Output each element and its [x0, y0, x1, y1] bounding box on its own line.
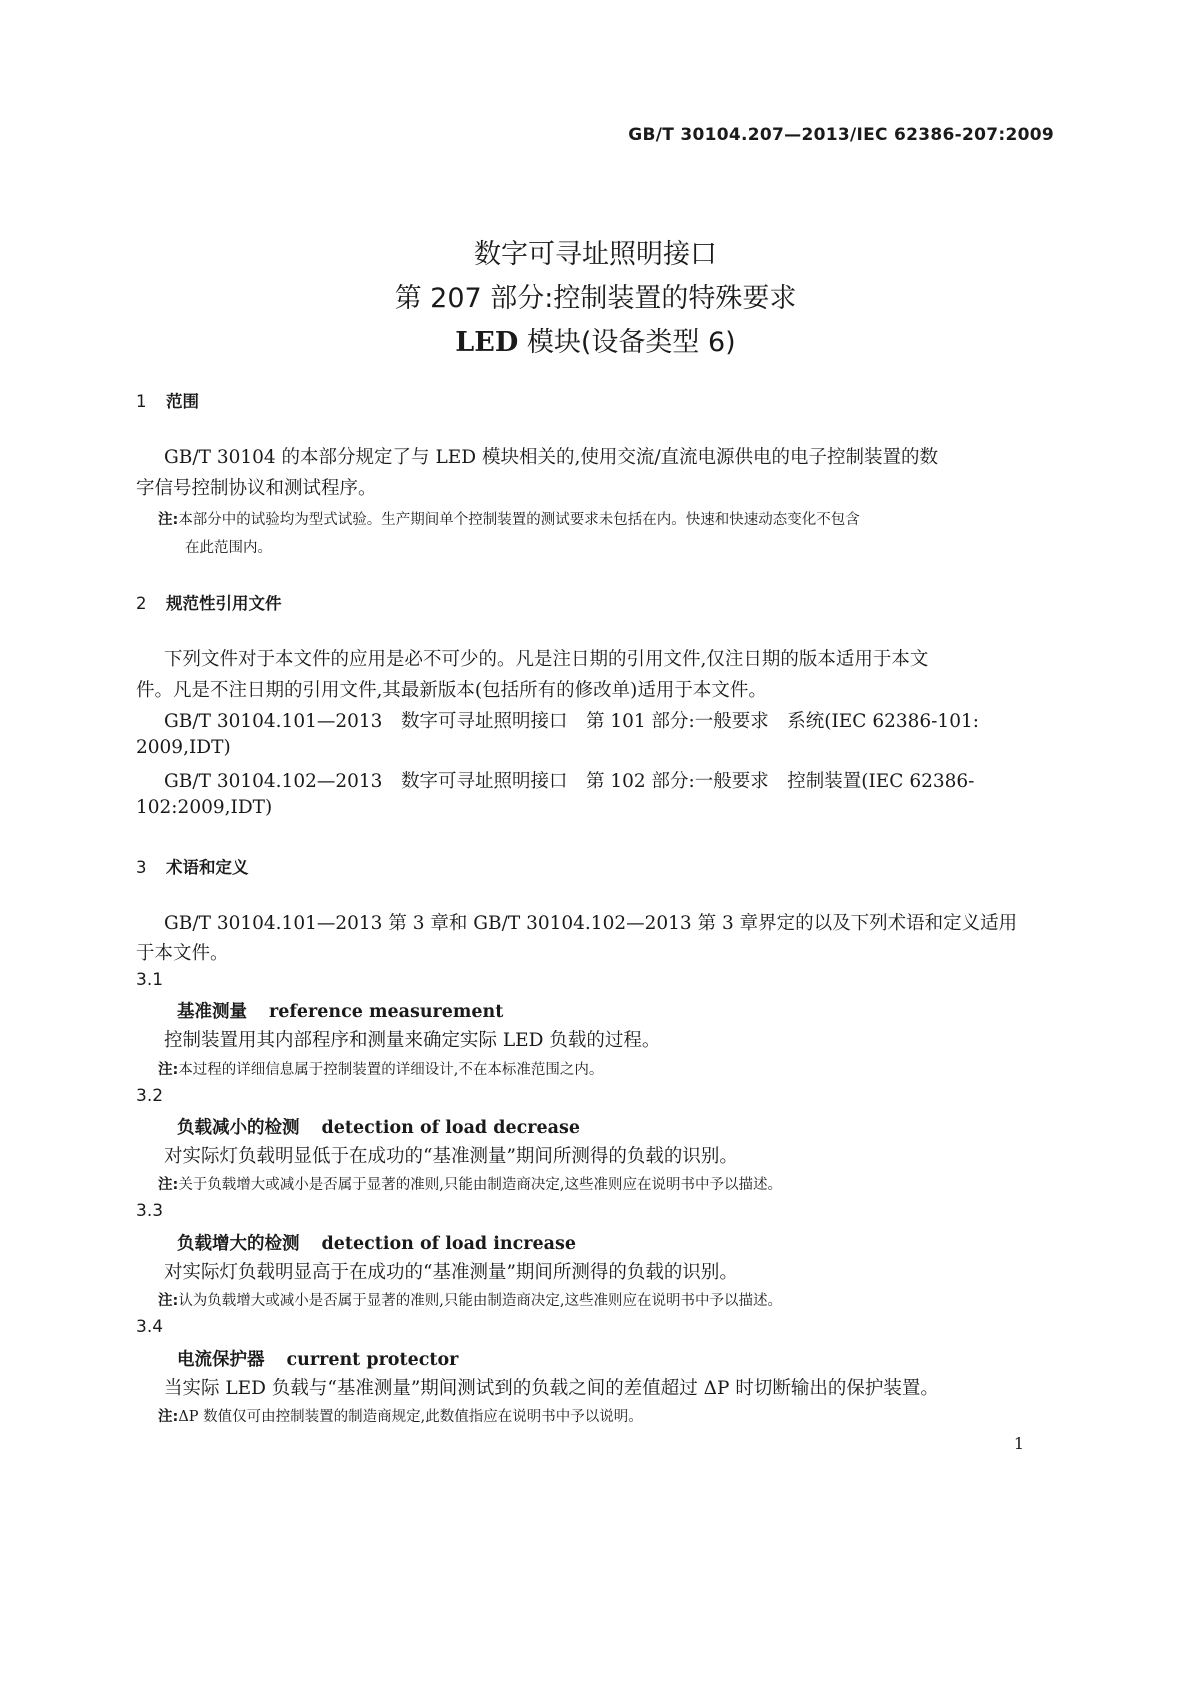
- section-1-note: [158, 508, 860, 529]
- note-text: ΔP 数值仅可由控制装置的制造商规定,此数值指应在说明书中予以说明。: [178, 1409, 643, 1425]
- standard-code: GB/T 30104.207—2013/IEC 62386-207:2009: [628, 125, 1054, 145]
- title-line-2: 第 207 部分:控制装置的特殊要求: [394, 283, 797, 314]
- term-en: reference measurement: [269, 1002, 504, 1022]
- section-3-para-line-2: 于本文件。: [136, 943, 229, 964]
- section-2-heading: [136, 590, 282, 614]
- section-1-para-line-2: 字信号控制协议和测试程序。: [136, 478, 377, 499]
- term-en: detection of load decrease: [321, 1118, 580, 1138]
- page-number: 1: [1013, 1434, 1024, 1453]
- term-3-2-note: [158, 1173, 782, 1194]
- term-zh: 基准测量: [177, 1002, 247, 1022]
- term-3-3-number: 3.3: [136, 1201, 164, 1221]
- note-label: 注:: [158, 1409, 179, 1425]
- section-1-number: 1: [136, 392, 147, 411]
- term-3-1-heading: [177, 998, 503, 1023]
- note-label: 注:: [158, 1177, 179, 1193]
- term-3-2-heading: [177, 1114, 580, 1139]
- section-1-title: 范围: [166, 392, 199, 411]
- note-label: 注:: [158, 1293, 179, 1309]
- reference-1-line-2: 2009,IDT): [136, 737, 231, 758]
- title-line-3: [0, 320, 1191, 359]
- term-3-4-definition: 当实际 LED 负载与“基准测量”期间测试到的负载之间的差值超过 ΔP 时切断输出的保护装置。: [164, 1378, 939, 1399]
- term-3-1-definition: 控制装置用其内部程序和测量来确定实际 LED 负载的过程。: [164, 1030, 661, 1051]
- section-3-number: 3: [136, 858, 147, 877]
- section-1-note-line-2: 在此范围内。: [185, 540, 272, 556]
- term-3-1-note: [158, 1058, 603, 1079]
- note-text: 本过程的详细信息属于控制装置的详细设计,不在本标准范围之内。: [178, 1062, 604, 1078]
- term-zh: 电流保护器: [177, 1350, 265, 1370]
- note-text: 认为负载增大或减小是否属于显著的准则,只能由制造商决定,这些准则应在说明书中予以描述。: [178, 1293, 783, 1309]
- term-3-4-heading: [177, 1346, 458, 1371]
- section-2-para-line-1: 下列文件对于本文件的应用是必不可少的。凡是注日期的引用文件,仅注日期的版本适用于本文: [164, 649, 929, 670]
- title-line-3-rest: 模块(设备类型 6): [518, 327, 736, 358]
- title-led: LED: [455, 327, 519, 358]
- note-label: 注:: [158, 512, 179, 528]
- note-label: 注:: [158, 1062, 179, 1078]
- section-1-para-line-1: GB/T 30104 的本部分规定了与 LED 模块相关的,使用交流/直流电源供电的电子控制装置的数: [164, 447, 939, 468]
- term-3-3-note: [158, 1289, 782, 1310]
- term-3-3-definition: 对实际灯负载明显高于在成功的“基准测量”期间所测得的负载的识别。: [164, 1262, 738, 1283]
- term-3-4-number: 3.4: [136, 1317, 164, 1337]
- section-2-para-line-2: 件。凡是不注日期的引用文件,其最新版本(包括所有的修改单)适用于本文件。: [136, 680, 767, 701]
- note-text: 本部分中的试验均为型式试验。生产期间单个控制装置的测试要求未包括在内。快速和快速动态变化不包含: [178, 512, 860, 528]
- term-zh: 负载增大的检测: [177, 1234, 300, 1254]
- term-3-3-heading: [177, 1230, 576, 1255]
- section-2-number: 2: [136, 594, 147, 613]
- term-3-2-number: 3.2: [136, 1086, 164, 1106]
- section-3-title: 术语和定义: [166, 858, 249, 877]
- reference-1-line-1: GB/T 30104.101—2013 数字可寻址照明接口 第 101 部分:一般要求 系统(IEC 62386-101:: [164, 711, 979, 732]
- term-3-2-definition: 对实际灯负载明显低于在成功的“基准测量”期间所测得的负载的识别。: [164, 1146, 738, 1167]
- note-text: 关于负载增大或减小是否属于显著的准则,只能由制造商决定,这些准则应在说明书中予以描述。: [178, 1177, 783, 1193]
- section-3-para-line-1: GB/T 30104.101—2013 第 3 章和 GB/T 30104.102—2013 第 3 章界定的以及下列术语和定义适用: [164, 913, 1018, 934]
- term-en: detection of load increase: [321, 1234, 576, 1254]
- term-zh: 负载减小的检测: [177, 1118, 300, 1138]
- section-2-title: 规范性引用文件: [166, 594, 282, 613]
- term-3-4-note: [158, 1405, 643, 1426]
- section-1-heading: [136, 388, 199, 412]
- term-3-1-number: 3.1: [136, 970, 164, 990]
- reference-2-line-2: 102:2009,IDT): [136, 797, 273, 818]
- term-en: current protector: [286, 1350, 459, 1370]
- reference-2-line-1: GB/T 30104.102—2013 数字可寻址照明接口 第 102 部分:一般要求 控制装置(IEC 62386-: [164, 771, 975, 792]
- title-line-1: 数字可寻址照明接口: [474, 239, 717, 270]
- section-3-heading: [136, 854, 249, 878]
